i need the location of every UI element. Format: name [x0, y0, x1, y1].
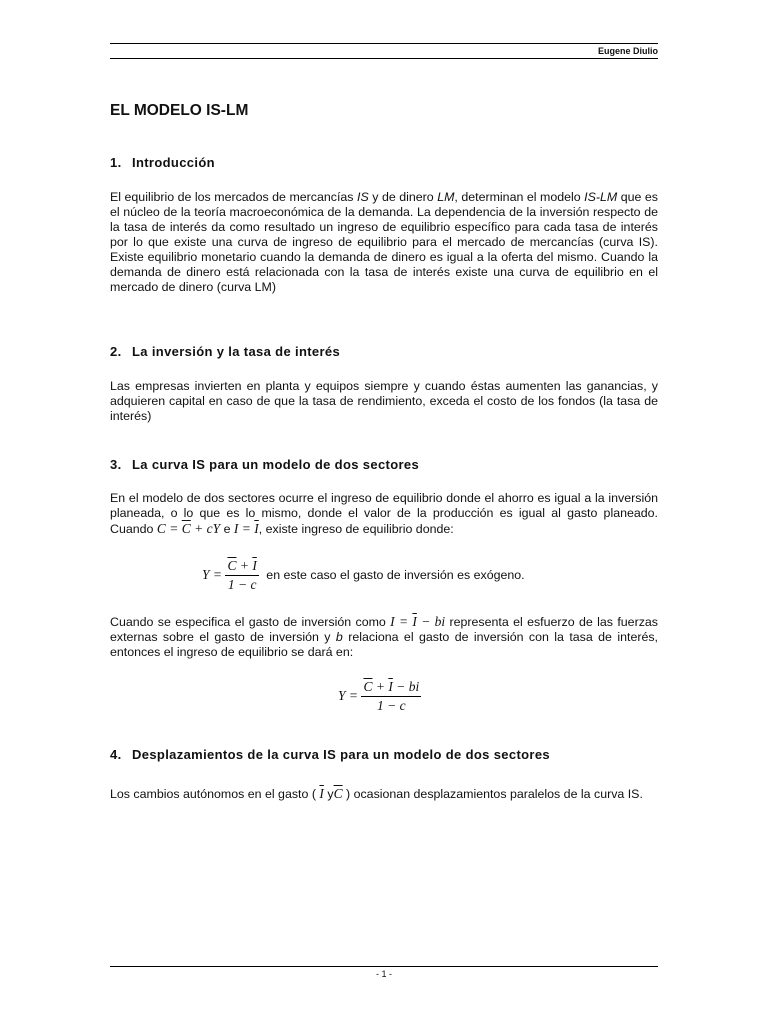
inversion-paragraph: Las empresas invierten en planta y equipos siempre y cuando éstas aumenten las ganancias, y adquieren capital en caso de que la tasa de rendimiento, exceda el costo de los fondos (la tasa de interés) [110, 379, 658, 423]
text-span: Cuando se especifica el gasto de inversión como [110, 615, 391, 629]
section-heading-1 [110, 155, 215, 170]
equation-note: en este caso el gasto de inversión es exógeno. [266, 568, 525, 582]
italic-term: IS-LM [584, 190, 618, 204]
page-number: - 1 - [375, 969, 392, 979]
section-number: 1. [110, 155, 122, 170]
denominator: 1 − c [377, 698, 406, 713]
italic-term: IS [357, 190, 369, 204]
section-number: 2. [110, 344, 122, 359]
numerator: $\overline{C} + \overline{I}$ − bi [361, 678, 421, 697]
consumption-symbol: $\overline{C}$ [333, 786, 343, 801]
equation-lhs: Y = [202, 567, 222, 582]
intro-paragraph [110, 190, 658, 295]
text-span: representa el esfuerzo de las fuerzas externas sobre el gasto de inversión y [110, 615, 658, 644]
section-heading-3 [110, 457, 419, 472]
text-span: , determinan el modelo [454, 190, 585, 204]
curva-is-paragraph-1 [110, 491, 658, 537]
text-span: En el modelo de dos sectores ocurre el ingreso de equilibrio donde el ahorro es igual a la inversión planeada, o lo que es lo mismo, donde el valor de la producción es igual al gasto planeado. Cuando [110, 491, 658, 536]
section-heading-4 [110, 747, 550, 762]
header-rule [110, 43, 658, 44]
text-span: y de dinero [368, 190, 438, 204]
text-span: Los cambios autónomos en el gasto ( [110, 787, 316, 801]
curva-is-paragraph-2 [110, 614, 658, 660]
section-title: La inversión y la tasa de interés [132, 344, 341, 359]
section-title: La curva IS para un modelo de dos sectores [132, 457, 420, 472]
desplazamientos-paragraph [110, 786, 658, 802]
italic-term: b [335, 630, 343, 644]
investment-function-formula: $I = \overline{I}$ − bi [390, 614, 446, 629]
equation-lhs: Y = [338, 688, 358, 703]
denominator: 1 − c [227, 577, 257, 592]
section-number: 4. [110, 747, 122, 762]
section-number: 3. [110, 457, 122, 472]
text-span: que es el núcleo de la teoría macroeconómica de la demanda. La dependencia de la inversión respecto de la tasa de interés da como resultado un ingreso de equilibrio específico para cada tasa de interés por lo que existe una curva de ingreso de equilibrio para el mercado de mercancías (curva IS). Existe equilibrio monetario cuando la demanda de dinero es igual a la oferta del mismo. Cuando la demanda de dinero está relacionada con la tasa de interés existe una curva de equilibrio en el mercado de dinero (curva LM) [110, 190, 658, 294]
numerator: $\overline{C} + \overline{I}$ [225, 557, 258, 576]
italic-term: LM [437, 190, 455, 204]
equilibrium-equation-1 [202, 557, 525, 593]
footer-rule [110, 966, 658, 967]
consumption-formula: $C = \overline{C}$ + cY [156, 521, 221, 536]
header-author: Eugene Diulio [597, 46, 658, 56]
section-title: Introducción [132, 155, 215, 170]
investment-symbol: $\overline{I}$ [319, 786, 324, 801]
section-heading-2 [110, 344, 340, 359]
document-title: EL MODELO IS-LM [110, 102, 249, 119]
fraction [225, 557, 258, 593]
equilibrium-equation-2 [338, 678, 421, 714]
section-title: Desplazamientos de la curva IS para un modelo de dos sectores [132, 747, 550, 762]
text-span: ) ocasionan desplazamientos paralelos de la curva IS. [346, 787, 643, 801]
text-span: y [327, 787, 334, 801]
text-span: relaciona el gasto de inversión con la tasa de interés, entonces el ingreso de equilibrio se dará en: [110, 630, 658, 659]
text-span: e [220, 522, 234, 536]
header-rule-bottom [110, 58, 658, 59]
text-span: El equilibrio de los mercados de mercancías [110, 190, 358, 204]
text-span: , existe ingreso de equilibrio donde: [258, 522, 454, 536]
fraction [361, 678, 421, 714]
investment-formula: $I = \overline{I}$ [233, 521, 259, 536]
